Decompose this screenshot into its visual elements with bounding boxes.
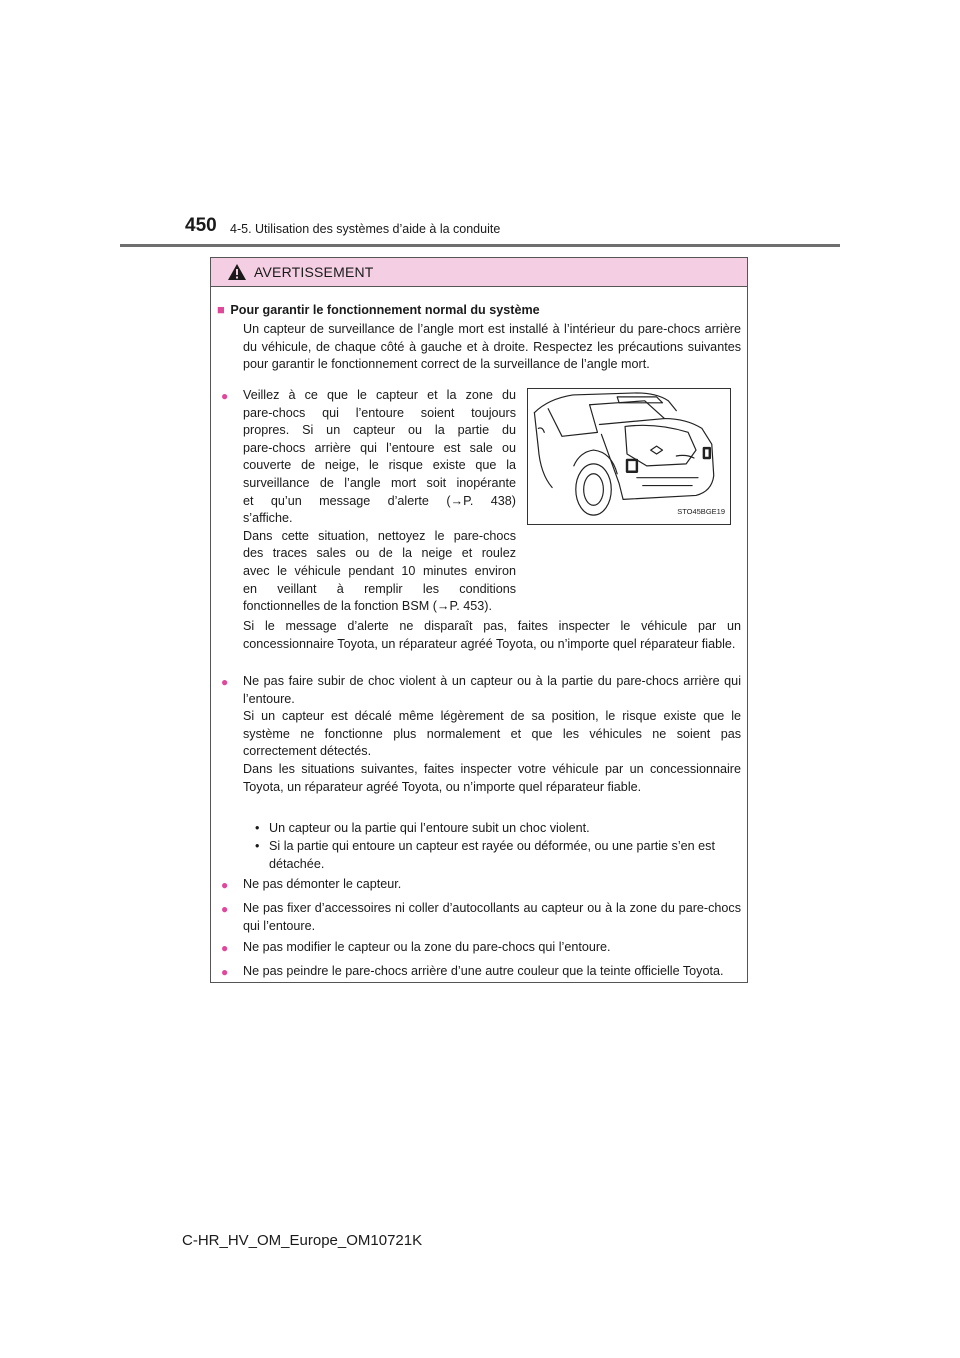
bullet2-p3: Dans les situations suivantes, faites inspecter votre véhicule par un concessionnaire Toyota, un réparateur agréé Toyota, ou n’importe quel réparateur fiable.	[243, 761, 741, 794]
bullet1-line: en veillant à remplir les conditions	[243, 581, 516, 596]
figure-code: STO45BGE19	[677, 507, 725, 517]
page-number: 450	[185, 215, 217, 236]
bullet1-line: couverte de neige, le risque existe que la	[243, 458, 516, 473]
bullet-icon: ●	[221, 941, 229, 955]
bullet1-line: Dans cette situation, nettoyez le pare-chocs	[243, 528, 516, 543]
bullet4-text: Ne pas fixer d’accessoires ni coller d’autocollants au capteur ou à la zone du pare-chocs qui l’entoure.	[243, 901, 741, 933]
bullet1-line: pare-chocs arrière qui l’entoure est sale ou	[243, 440, 516, 455]
bullet3-text: Ne pas démonter le capteur.	[243, 877, 402, 891]
intro-paragraph: Un capteur de surveillance de l’angle mort est installé à l’intérieur du pare-chocs arrière du véhicule, de chaque côté à gauche et à droite. Respectez les précautions suivantes pour garantir le fonctionnement correct de la surveillance de l’angle mort.	[243, 322, 741, 372]
bullet1-line: avec le véhicule pendant 10 minutes environ	[243, 563, 516, 578]
bullet-icon: ●	[221, 878, 229, 892]
bullet-icon: ●	[221, 965, 229, 979]
bullet1-line: des traces sales ou de la neige et roulez	[243, 546, 516, 561]
bullet-icon: ●	[221, 389, 229, 403]
bullet5-text: Ne pas modifier le capteur ou la zone du pare-chocs qui l’entoure.	[243, 940, 611, 954]
bullet1-tail: Si le message d’alerte ne disparaît pas, faites inspecter le véhicule par un concessionnaire Toyota, un réparateur agréé Toyota, ou n’importe quel réparateur fiable.	[243, 619, 741, 651]
bullet1-block	[243, 387, 516, 616]
bullet1-line: et qu’un message d’alerte (→P. 438)	[243, 493, 516, 508]
bullet2-block	[243, 673, 741, 796]
section-title: 4-5. Utilisation des systèmes d’aide à la conduite	[230, 222, 501, 236]
square-bullet-icon: ■	[217, 302, 225, 317]
warning-box	[210, 257, 748, 983]
footer-doc-id: C-HR_HV_OM_Europe_OM10721K	[182, 1232, 423, 1249]
warning-triangle-icon	[227, 263, 247, 281]
bullet2-p2: Si un capteur est décalé même légèrement de sa position, le risque existe que le système ne fonctionne plus normalement et que les véhicules ne soient pas correctement détectés.	[243, 709, 741, 759]
sub-bullet-2: Si la partie qui entoure un capteur est rayée ou déformée, ou une partie s’en est détachée.	[269, 839, 715, 871]
bullet2-text: Ne pas faire subir de choc violent à un capteur ou à la partie du pare-chocs arrière qui l’entoure.	[243, 674, 741, 706]
bullet1-line: s’affiche.	[243, 511, 293, 526]
bullet-icon: ●	[221, 675, 229, 689]
bullet1-line: pare-chocs qui l’entoure soient toujours	[243, 405, 516, 420]
section-heading-text: Pour garantir le fonctionnement normal du système	[230, 303, 540, 317]
sub-bullet-icon: •	[255, 821, 260, 835]
sub-bullet-1: Un capteur ou la partie qui l’entoure subit un choc violent.	[269, 821, 590, 835]
warning-title: AVERTISSEMENT	[254, 264, 374, 280]
header-rule	[120, 244, 840, 247]
warning-header	[211, 258, 747, 287]
bullet1-line: propres. Si un capteur ou la partie du	[243, 423, 516, 438]
bullet1-line: fonctionnelles de la fonction BSM (→P. 453).	[243, 599, 492, 614]
bullet1-line: surveillance de l’angle mort soit inopérante	[243, 475, 516, 490]
bullet-icon: ●	[221, 902, 229, 916]
bullet1-line: Veillez à ce que le capteur et la zone du	[243, 388, 516, 402]
vehicle-rear-figure	[527, 388, 731, 525]
section-heading	[217, 301, 737, 320]
bullet6-text: Ne pas peindre le pare-chocs arrière d’une autre couleur que la teinte officielle Toyota.	[243, 964, 724, 978]
sub-bullet-icon: •	[255, 839, 260, 853]
